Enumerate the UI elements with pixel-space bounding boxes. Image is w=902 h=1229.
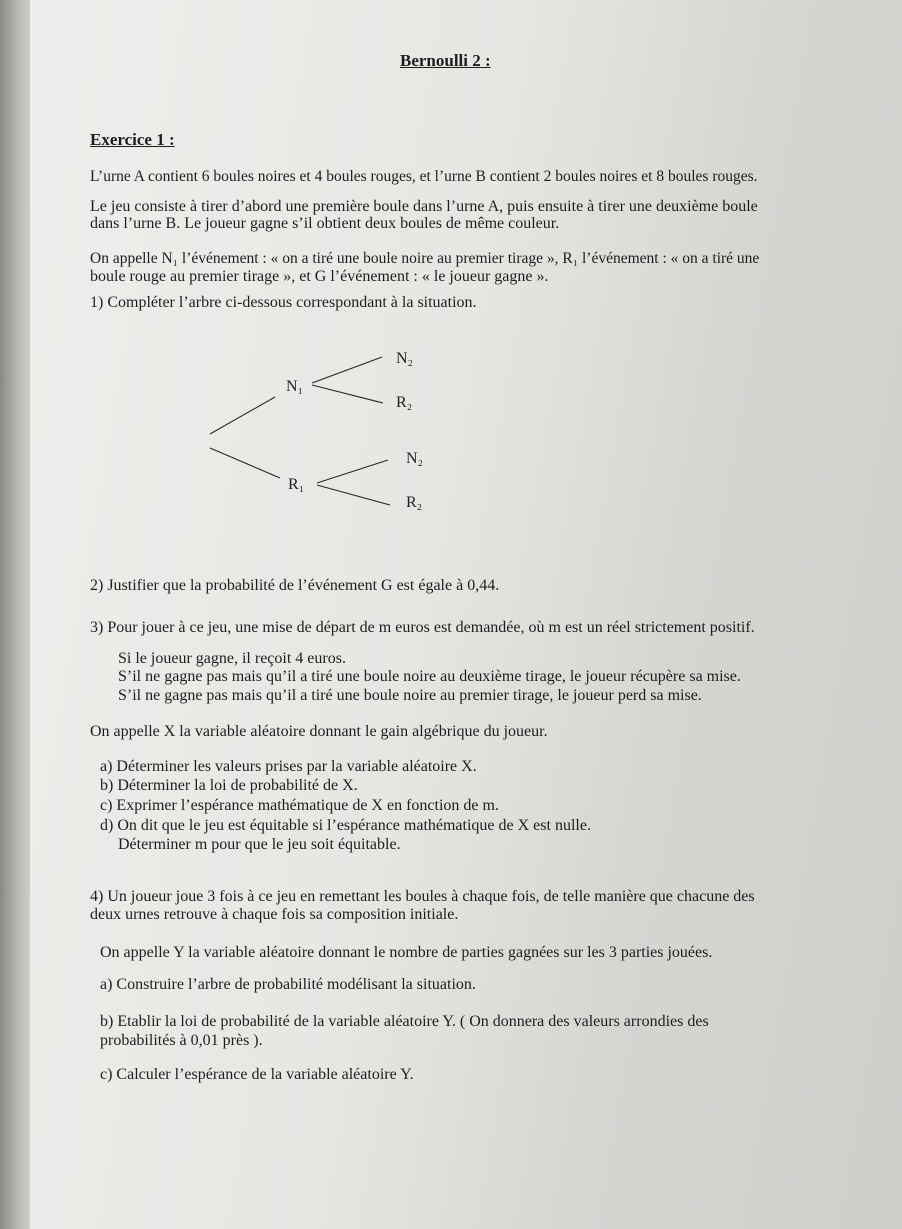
q4-sub-c: c) Calculer l’espérance de la variable aléatoire Y. — [100, 1066, 414, 1083]
q3-sub-a: a) Déterminer les valeurs prises par la variable aléatoire X. — [100, 758, 477, 775]
branch-r1-n2 — [317, 460, 388, 483]
question-2: 2) Justifier que la probabilité de l’événement G est égale à 0,44. — [90, 577, 500, 594]
intro-line-2: Le jeu consiste à tirer d’abord une première boule dans l’urne A, puis ensuite à tirer une deuxième boule — [90, 198, 758, 215]
question-4-line-1: 4) Un joueur joue 3 fois à ce jeu en remettant les boules à chaque fois, de telle manière que chacune des — [90, 888, 755, 905]
q4-sub-b: b) Etablir la loi de probabilité de la variable aléatoire Y. ( On donnera des valeurs arrondies des — [100, 1013, 709, 1030]
branch-r1 — [210, 448, 280, 478]
exercise-title: Exercice 1 : — [90, 130, 175, 149]
q3-sub-c: c) Exprimer l’espérance mathématique de X en fonction de m. — [100, 797, 499, 814]
intro-line-4: On appelle N₁ l’événement : « on a tiré une boule noire au premier tirage », R₁ l’événement : « on a tiré une — [90, 250, 760, 267]
q3-sub-b: b) Déterminer la loi de probabilité de X. — [100, 777, 358, 794]
tree-node-r2-top: R₂ — [396, 394, 413, 411]
intro-line-3: dans l’urne B. Le joueur gagne s’il obtient deux boules de même couleur. — [90, 215, 560, 232]
branch-r1-r2 — [317, 485, 390, 505]
tree-node-n1: N₁ — [286, 378, 304, 395]
q4-variable: On appelle Y la variable aléatoire donnant le nombre de parties gagnées sur les 3 parties jouées. — [100, 944, 713, 961]
intro-line-5: boule rouge au premier tirage », et G l’événement : « le joueur gagne ». — [90, 268, 549, 285]
branch-n1-r2 — [312, 385, 383, 403]
q3-rule-3: S’il ne gagne pas mais qu’il a tiré une boule noire au premier tirage, le joueur perd sa mise. — [118, 687, 702, 704]
question-3: 3) Pour jouer à ce jeu, une mise de départ de m euros est demandée, où m est un réel strictement positif. — [90, 619, 755, 636]
question-4-line-2: deux urnes retrouve à chaque fois sa composition initiale. — [90, 906, 459, 923]
q3-rule-2: S’il ne gagne pas mais qu’il a tiré une boule noire au deuxième tirage, le joueur récupère sa mise. — [118, 668, 741, 685]
tree-node-r2-bottom: R₂ — [406, 494, 423, 511]
q3-variable: On appelle X la variable aléatoire donnant le gain algébrique du joueur. — [90, 723, 548, 740]
branch-n1-n2 — [312, 357, 382, 383]
q3-rule-1: Si le joueur gagne, il reçoit 4 euros. — [118, 650, 346, 667]
question-1: 1) Compléter l’arbre ci-dessous correspondant à la situation. — [90, 294, 477, 311]
page-shadow — [0, 0, 30, 1229]
q3-sub-d-2: Déterminer m pour que le jeu soit équitable. — [118, 836, 401, 853]
q4-sub-a: a) Construire l’arbre de probabilité modélisant la situation. — [100, 976, 476, 993]
q4-sub-b-2: probabilités à 0,01 près ). — [100, 1032, 263, 1049]
branch-n1 — [210, 397, 275, 434]
q3-sub-d: d) On dit que le jeu est équitable si l’espérance mathématique de X est nulle. — [100, 817, 591, 834]
intro-line-1: L’urne A contient 6 boules noires et 4 boules rouges, et l’urne B contient 2 boules noires et 8 boules rouges. — [90, 168, 758, 185]
tree-node-n2-bottom: N₂ — [406, 450, 424, 467]
page-title: Bernoulli 2 : — [400, 51, 491, 70]
tree-node-r1: R₁ — [288, 476, 305, 493]
tree-node-n2-top: N₂ — [396, 350, 414, 367]
